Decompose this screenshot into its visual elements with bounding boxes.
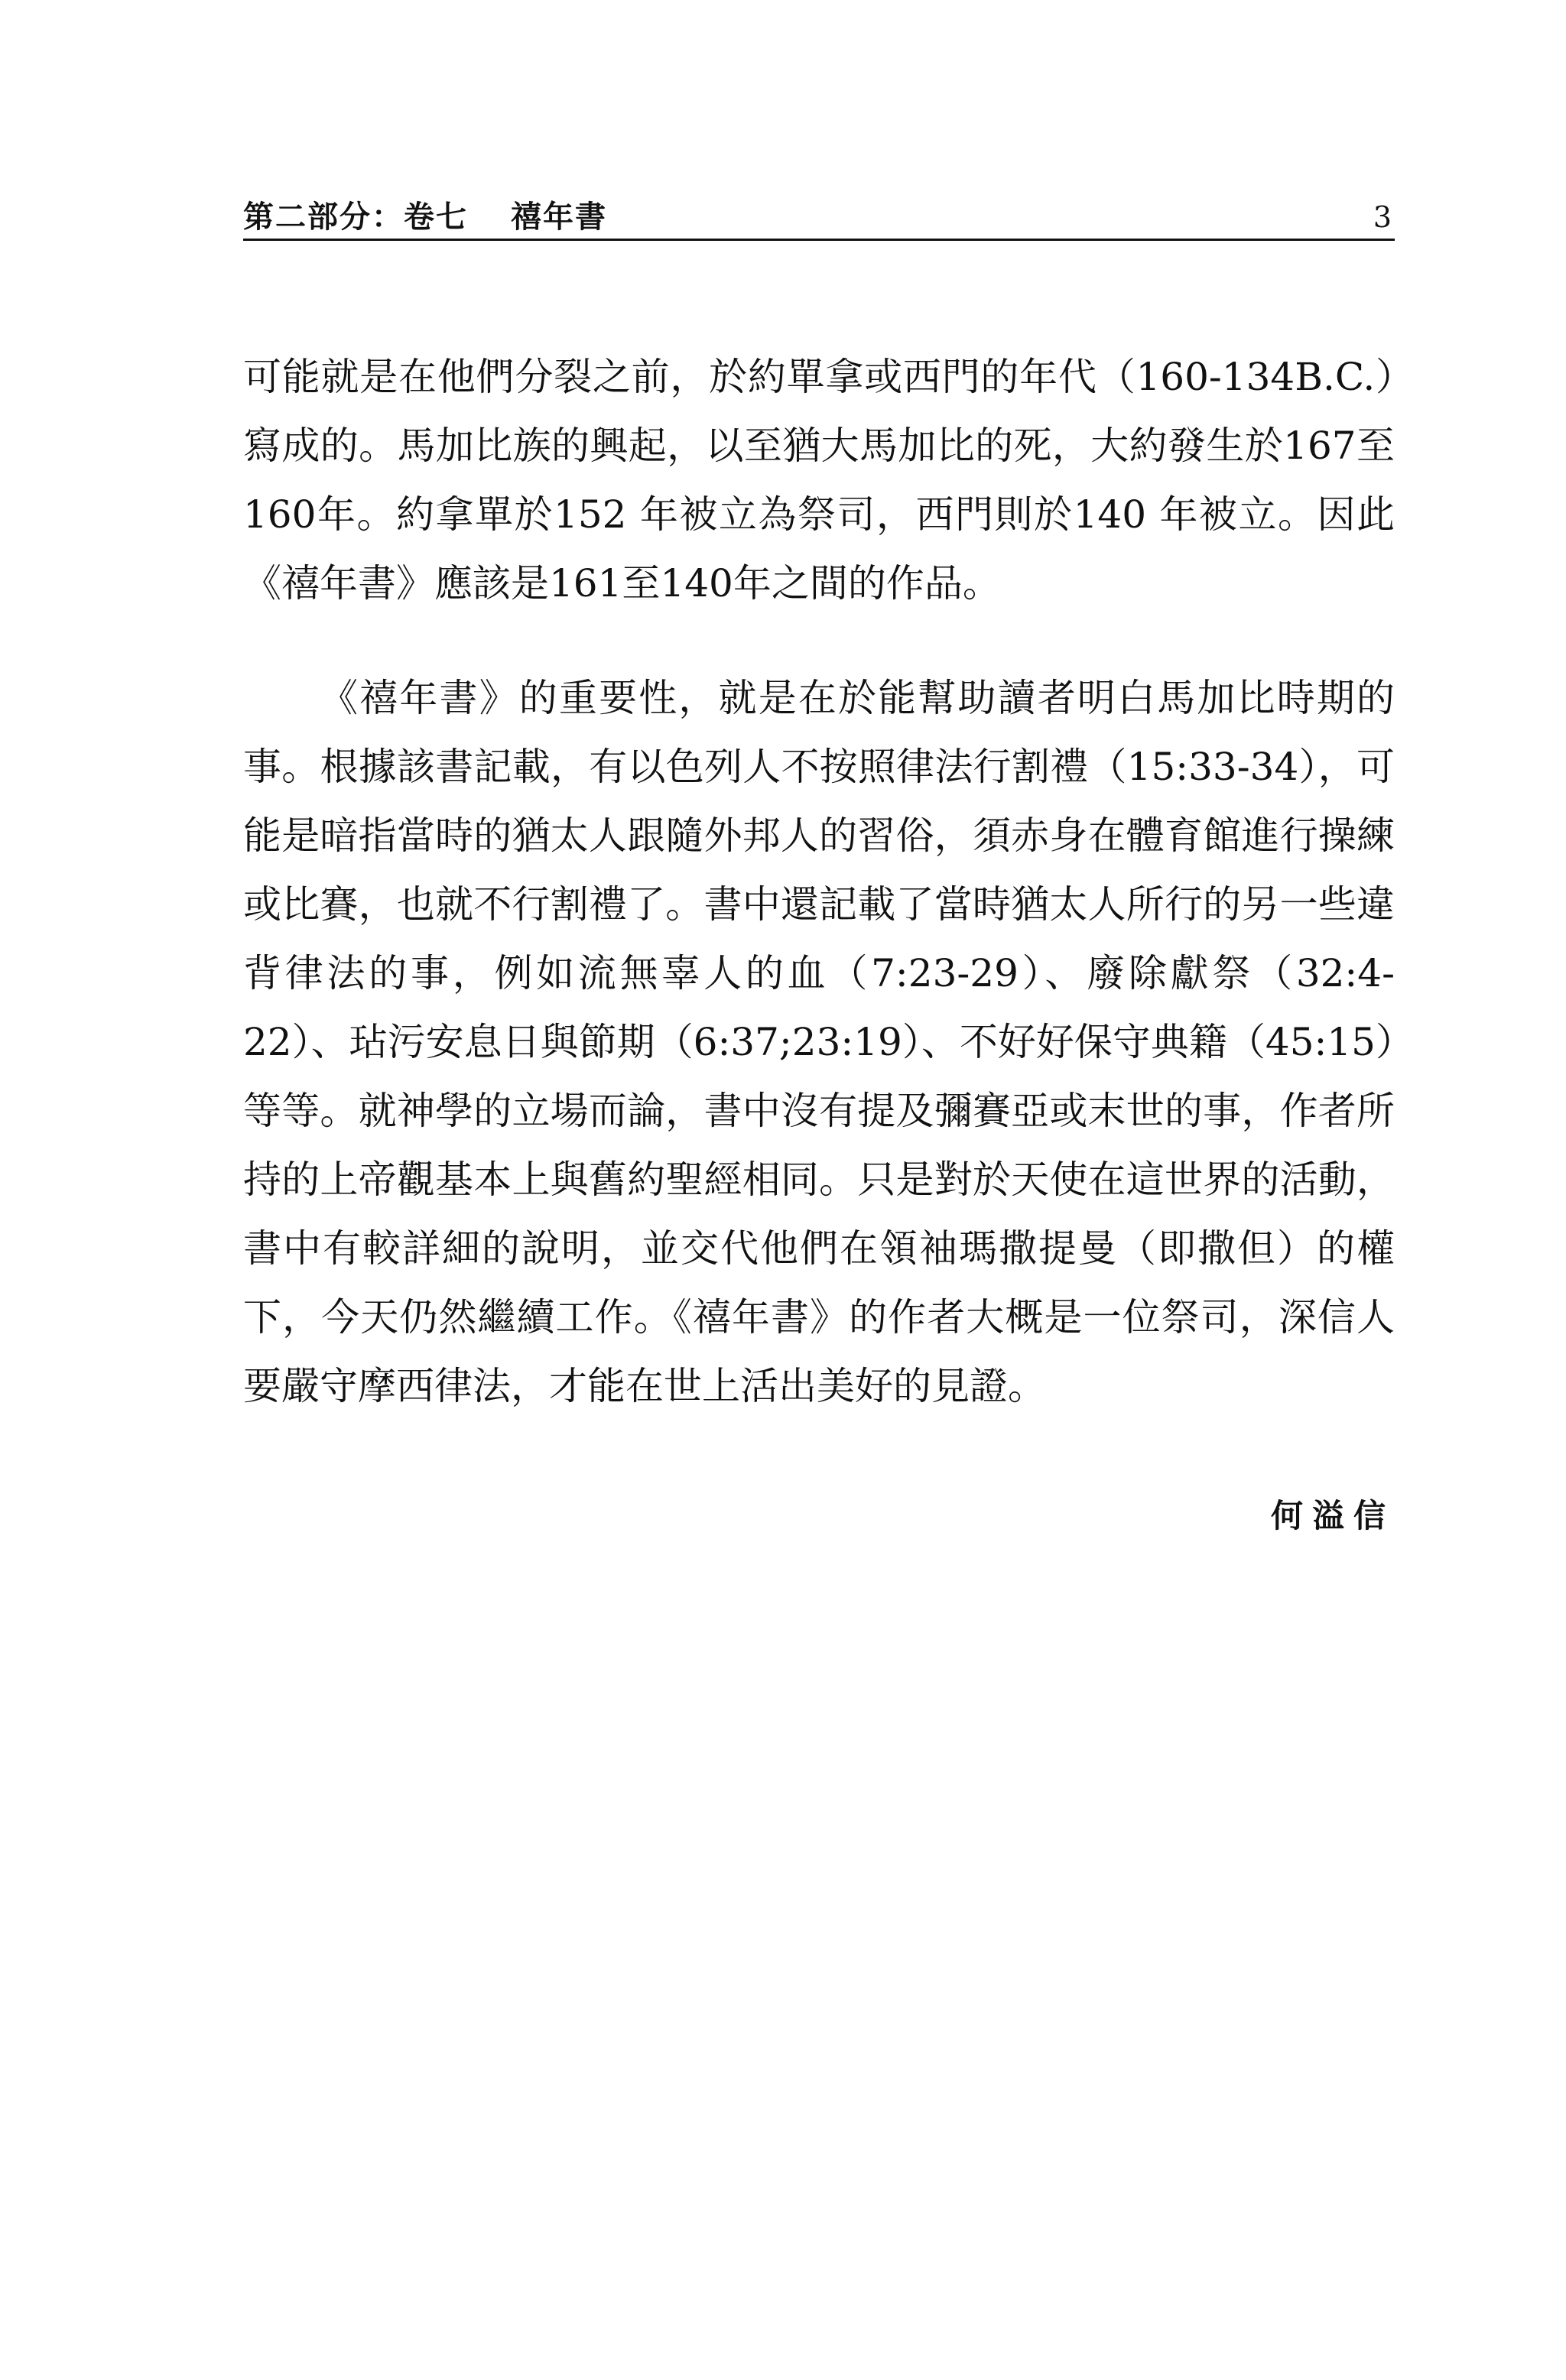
page-number: 3 [1373, 200, 1392, 234]
header-title [243, 193, 607, 236]
paragraph-2: 《禧年書》的重要性，就是在於能幫助讀者明白馬加比時期的事。根據該書記載，有以色列人不按照律法行割禮（15:33-34），可能是暗指當時的猶太人跟隨外邦人的習俗，須赤身在體育館進行操練或比賽，也就不行割禮了。書中還記載了當時猶太人所行的另一些違背律法的事，例如流無辜人的血（7:23-29）、廢除獻祭（32:4-22）、玷污安息日與節期（6:37;23:19）、不好好保守典籍（45:15）等等。就神學的立場而論，書中沒有提及彌賽亞或末世的事，作者所持的上帝觀基本上與舊約聖經相同。只是對於天使在這世界的活動，書中有較詳細的說明，並交代他們在領袖瑪撒提曼（即撒但）的權下，今天仍然繼續工作。《禧年書》的作者大概是一位祭司，深信人要嚴守摩西律法，才能在世上活出美好的見證。 [243, 676, 1395, 1408]
header-section: 第二部分：卷七 [243, 200, 468, 235]
author-signature: 何溢信 [1270, 1497, 1395, 1534]
body-text [243, 343, 1395, 1421]
running-header [243, 177, 1395, 241]
header-book-title: 禧年書 [511, 200, 607, 235]
paragraph-1: 可能就是在他們分裂之前，於約單拿或西門的年代（160-134B.C.）寫成的。馬加比族的興起，以至猶大馬加比的死，大約發生於167至160年。約拿單於152 年被立為祭司，西門則於140 年被立。因此《禧年書》應該是161至140年之間的作品。 [243, 355, 1395, 606]
